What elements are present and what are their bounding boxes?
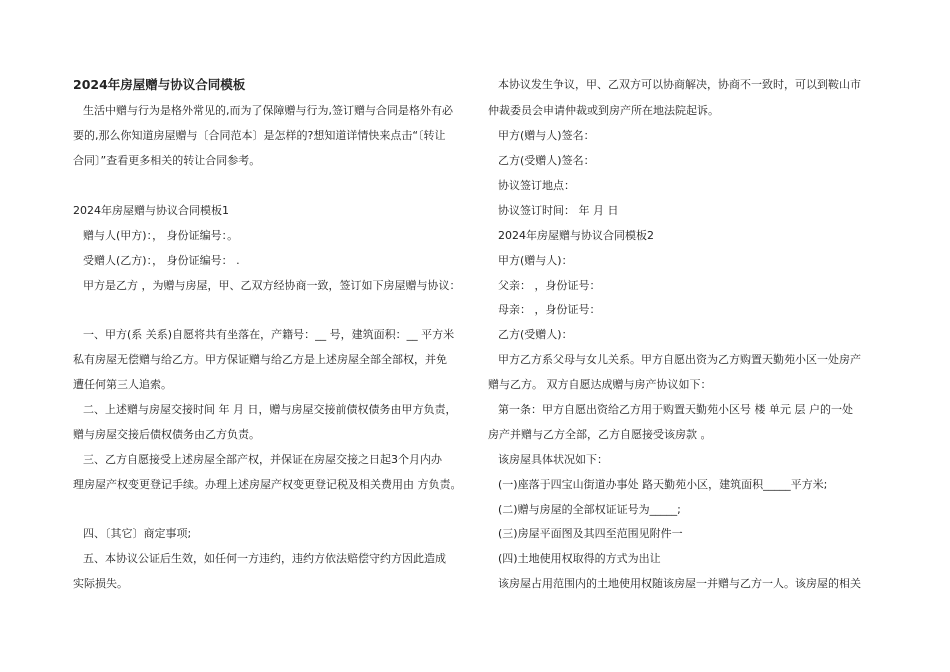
document-title: 2024年房屋赠与协议合同模板 [73, 77, 246, 92]
paragraph-line: 合同〕”查看更多相关的转让合同参考。 [73, 154, 261, 167]
paragraph-line: 甲方乙方系父母与女儿关系。甲方自愿出资为乙方购置天勤苑小区一处房产 [498, 353, 861, 366]
paragraph-line: 乙方(受赠人)： [498, 328, 573, 341]
paragraph-line: 该房屋具体状况如下： [498, 453, 608, 466]
section-heading: 2024年房屋赠与协议合同模板2 [498, 229, 654, 242]
paragraph-line: 要的,那么你知道房屋赠与〔合同范本〕是怎样的?想知道详情快来点击“〔转让 [73, 129, 446, 142]
paragraph-line: (一)座落于四宝山街道办事处 路天勤苑小区，建筑面积_____平方米; [498, 478, 828, 491]
paragraph-line: 甲方(赠与人)签名： [498, 129, 595, 142]
paragraph-line: 理房屋产权变更登记手续。办理上述房屋产权变更登记税及相关费用由 方负责。 [73, 478, 462, 491]
paragraph-line: 仲裁委员会申请仲裁或到房产所在地法院起诉。 [488, 104, 719, 117]
paragraph-line: 协议签订地点： [498, 179, 575, 192]
paragraph-line: 母亲： ，身份证号： [498, 303, 601, 316]
paragraph-line: 受赠人(乙方)：， 身份证编号： . [83, 254, 240, 267]
paragraph-line: 协议签订时间： 年 月 日 [498, 204, 619, 217]
paragraph-line: 第一条：甲方自愿出资给乙方用于购置天勤苑小区号 楼 单元 层 户的一处 [498, 403, 853, 416]
paragraph-line: 赠与人(甲方)：， 身份证编号：。 [83, 229, 239, 242]
paragraph-line: 乙方(受赠人)签名： [498, 154, 595, 167]
paragraph-line: 二、上述赠与房屋交接时间 年 月 日，赠与房屋交接前债权债务由甲方负责， [83, 403, 457, 416]
paragraph-line: 四、〔其它〕商定事项; [83, 527, 192, 540]
paragraph-line: 一、甲方(系 关系)自愿将共有坐落在，产籍号：__ 号，建筑面积：__ 平方米 [83, 328, 455, 341]
paragraph-line: 生活中赠与行为是格外常见的,而为了保障赠与行为,签订赠与合同是格外有必 [83, 104, 453, 117]
paragraph-line: 赠与乙方。 双方自愿达成赠与房产协议如下： [488, 378, 712, 391]
paragraph-line: 该房屋占用范围内的土地使用权随该房屋一并赠与乙方一人。该房屋的相关 [498, 577, 861, 590]
paragraph-line: 实际损失。 [73, 577, 128, 590]
paragraph-line: 甲方是乙方 ，为赠与房屋，甲、乙双方经协商一致，签订如下房屋赠与协议： [83, 279, 461, 292]
paragraph-line: 甲方(赠与人)： [498, 254, 573, 267]
section-heading: 2024年房屋赠与协议合同模板1 [73, 204, 229, 217]
paragraph-line: 房产并赠与乙方全部，乙方自愿接受该房款 。 [488, 428, 712, 441]
paragraph-line: 本协议发生争议，甲、乙双方可以协商解决，协商不一致时，可以到鞍山市 [498, 78, 861, 91]
paragraph-line: 五、本协议公证后生效，如任何一方违约，违约方依法赔偿守约方因此造成 [83, 552, 446, 565]
paragraph-line: (二)赠与房屋的全部权证证号为_____; [498, 503, 681, 516]
paragraph-line: 私有房屋无偿赠与给乙方。甲方保证赠与给乙方是上述房屋全部全部权，并免 [73, 353, 447, 366]
paragraph-line: 遭任何第三人追索。 [73, 378, 172, 391]
paragraph-line: 父亲： ，身份证号： [498, 279, 601, 292]
paragraph-line: (三)房屋平面图及其四至范围见附件一 [498, 527, 683, 540]
paragraph-line: 三、乙方自愿接受上述房屋全部产权，并保证在房屋交接之日起3个月内办 [83, 453, 442, 466]
paragraph-line: (四)土地使用权取得的方式为出让 [498, 552, 661, 565]
paragraph-line: 赠与房屋交接后债权债务由乙方负责。 [73, 428, 260, 441]
